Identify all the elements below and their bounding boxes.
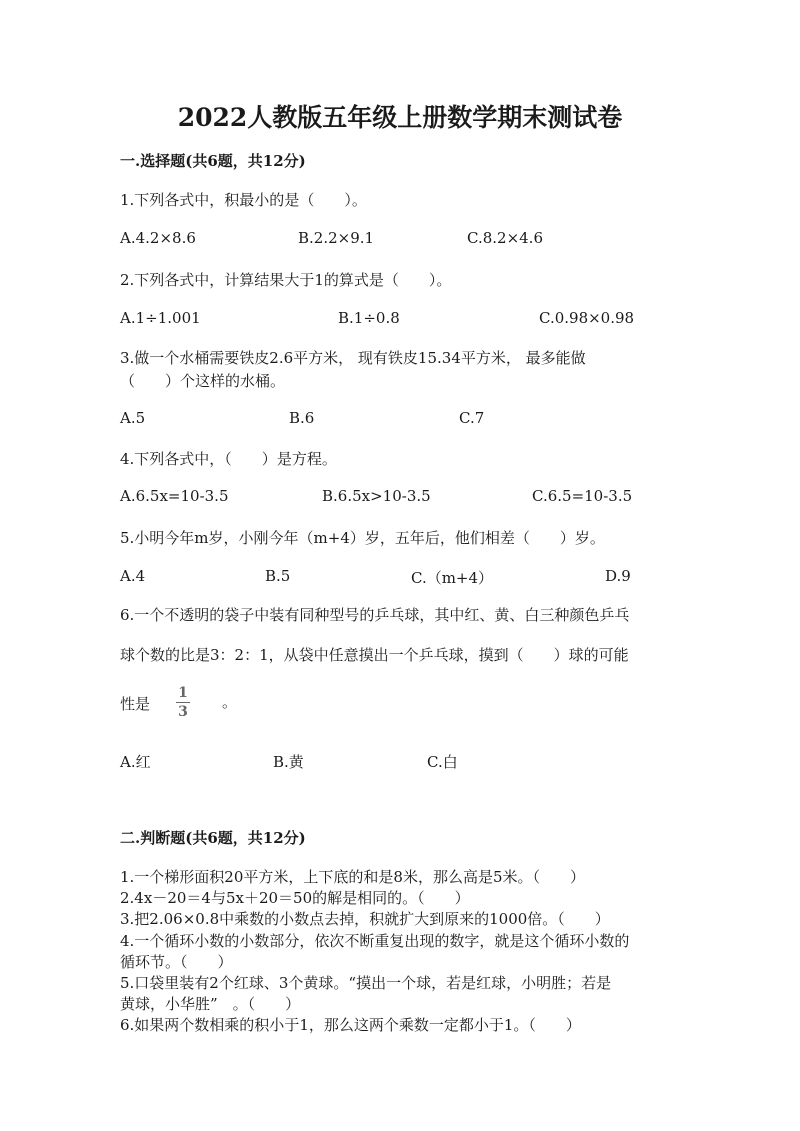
section-heading-choice: 一.选择题(共6题，共12分): [120, 152, 306, 170]
question-5-option-b: B.5: [265, 567, 291, 585]
judgement-line: 5.口袋里装有2个红球、3个黄球。“摸出一个球，若是红球，小明胜；若是: [120, 974, 612, 992]
question-5-option-a: A.4: [120, 567, 146, 585]
question-4-option-b: B.6.5x>10-3.5: [322, 487, 431, 505]
question-6-option-b: B.黄: [273, 753, 304, 771]
question-4-text: 4.下列各式中，（ ）是方程。: [120, 450, 337, 468]
question-6-text-line1: 6.一个不透明的袋子中装有同种型号的乒乓球，其中红、黄、白三种颜色乒乓: [120, 606, 630, 624]
fraction-bar: [176, 702, 190, 703]
fraction-numerator: 1: [178, 685, 188, 701]
question-6-option-c: C.白: [427, 753, 458, 771]
question-4-option-a: A.6.5x=10-3.5: [120, 487, 229, 505]
judgement-line: 3.把2.06×0.8中乘数的小数点去掉，积就扩大到原来的1000倍。（ ）: [120, 910, 610, 928]
judgement-line: 1.一个梯形面积20平方米，上下底的和是8米，那么高是5米。（ ）: [120, 868, 585, 886]
question-6-option-a: A.红: [120, 753, 151, 771]
page-title: 2022人教版五年级上册数学期末测试卷: [177, 103, 623, 132]
judgement-line: 循环节。（ ）: [120, 953, 233, 971]
fraction-one-third: [176, 686, 190, 719]
judgement-line: 4.一个循环小数的小数部分，依次不断重复出现的数字，就是这个循环小数的: [120, 932, 630, 950]
question-3-option-c: C.7: [459, 409, 485, 427]
question-4-option-c: C.6.5=10-3.5: [532, 487, 633, 505]
fraction-denominator: 3: [178, 704, 188, 720]
question-6-text-line3-suffix: 。: [222, 693, 238, 711]
question-3-option-a: A.5: [120, 409, 146, 427]
question-5-text: 5.小明今年m岁，小刚今年（m+4）岁，五年后，他们相差（ ）岁。: [120, 529, 605, 547]
question-3-option-b: B.6: [289, 409, 315, 427]
judgement-line: 黄球，小华胜” 。（ ）: [120, 995, 301, 1013]
section-heading-judgement: 二.判断题(共6题，共12分): [120, 829, 306, 847]
question-3-text-line2: （ ）个这样的水桶。: [120, 372, 286, 390]
question-1-option-c: C.8.2×4.6: [467, 229, 543, 247]
question-2-option-b: B.1÷0.8: [338, 309, 400, 327]
question-3-text-line1: 3.做一个水桶需要铁皮2.6平方米， 现有铁皮15.34平方米， 最多能做: [120, 349, 586, 367]
question-6-text-line3-prefix: 性是: [120, 695, 151, 713]
question-1-text: 1.下列各式中，积最小的是（ ）。: [120, 191, 367, 209]
question-2-option-a: A.1÷1.001: [120, 309, 201, 327]
question-1-option-b: B.2.2×9.1: [298, 229, 375, 247]
question-2-text: 2.下列各式中，计算结果大于1的算式是（ ）。: [120, 271, 452, 289]
judgement-line: 2.4x－20＝4与5x＋20＝50的解是相同的。（ ）: [120, 889, 470, 907]
question-1-option-a: A.4.2×8.6: [120, 229, 196, 247]
question-6-text-line2: 球个数的比是3：2：1，从袋中任意摸出一个乒乓球，摸到（ ）球的可能: [120, 646, 629, 664]
question-2-option-c: C.0.98×0.98: [539, 309, 635, 327]
judgement-line: 6.如果两个数相乘的积小于1，那么这两个乘数一定都小于1。（ ）: [120, 1016, 581, 1034]
question-5-option-d: D.9: [605, 567, 631, 585]
question-5-option-c: C.（m+4）: [411, 569, 494, 587]
